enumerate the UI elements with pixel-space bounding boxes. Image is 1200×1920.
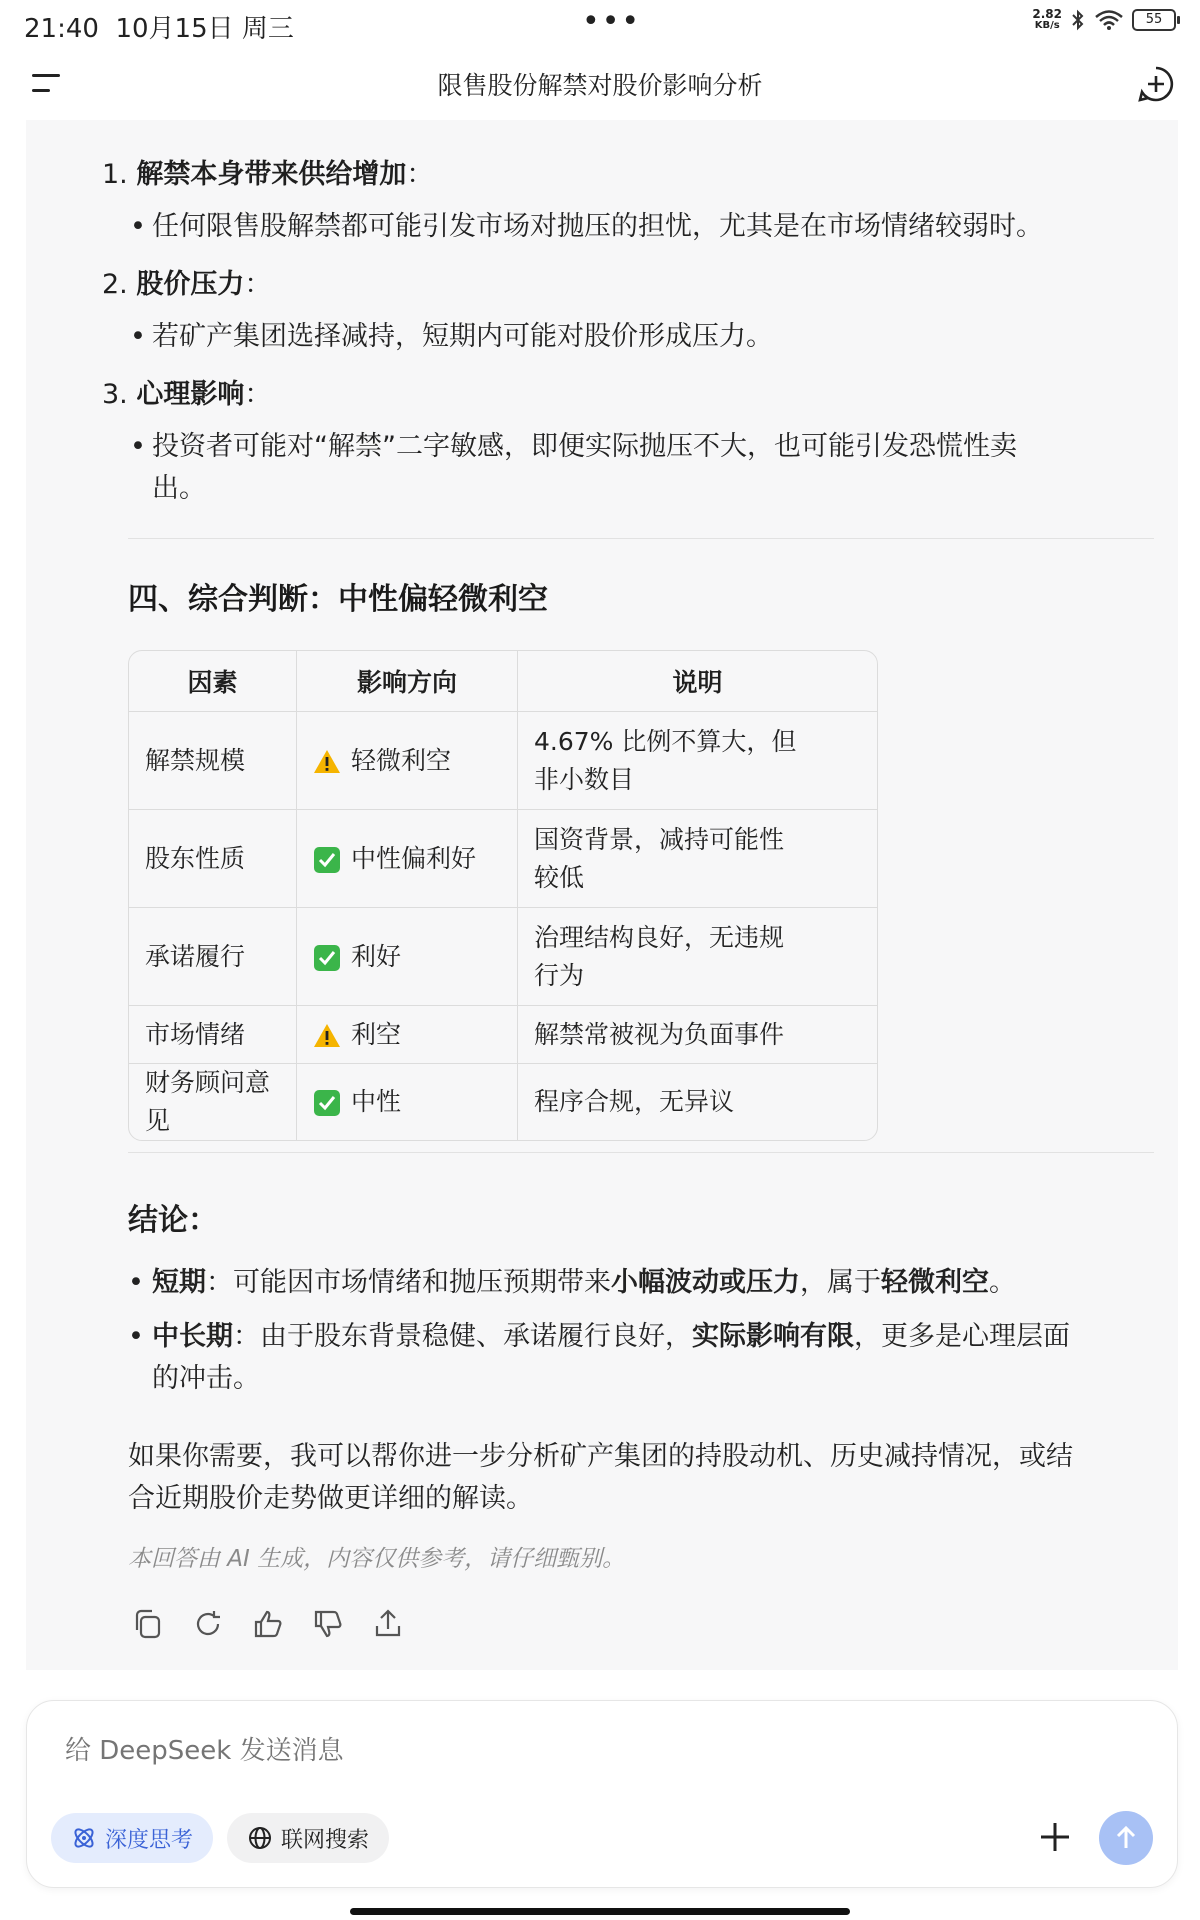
status-bar xyxy=(0,0,1200,44)
message-composer xyxy=(26,1700,1178,1888)
web-search-toggle[interactable]: 联网搜索 xyxy=(227,1813,389,1863)
send-button[interactable] xyxy=(1099,1811,1153,1865)
home-indicator[interactable] xyxy=(350,1908,850,1915)
list-item-1: 1. 解禁本身带来供给增加： xyxy=(102,159,434,190)
judgment-table xyxy=(128,650,878,1141)
followup-text: 如果你需要，我可以帮你进一步分析矿产集团的持股动机、历史减持情况，或结 合近期股价走势做更详细的解读。 xyxy=(128,1441,1073,1514)
conclusion-long-term: • 中长期：由于股东背景稳健、承诺履行良好，实际影响有限，更多是心理层面 的冲击。 xyxy=(128,1321,1070,1394)
table-row: 市场情绪 利空 解禁常被视为负面事件 xyxy=(129,1006,877,1064)
app-header xyxy=(0,44,1200,120)
thumbs-up-icon[interactable] xyxy=(252,1608,284,1640)
check-icon xyxy=(313,944,341,972)
conclusion-short-term: • 短期：可能因市场情绪和抛压预期带来小幅波动或压力，属于轻微利空。 xyxy=(128,1267,1016,1298)
thumbs-down-icon[interactable] xyxy=(312,1608,344,1640)
battery-icon: 55 xyxy=(1132,9,1176,31)
table-header-row xyxy=(129,651,877,712)
wifi-icon xyxy=(1094,9,1124,31)
status-icons xyxy=(1032,8,1176,32)
table-header: 说明 xyxy=(518,651,878,712)
status-time xyxy=(24,8,294,45)
table-header: 影响方向 xyxy=(297,651,518,712)
deep-think-toggle[interactable]: 深度思考 xyxy=(51,1813,213,1863)
atom-icon xyxy=(71,1825,97,1851)
plus-icon[interactable] xyxy=(1033,1815,1077,1859)
message-actions xyxy=(132,1608,404,1640)
list-item-2: 2. 股价压力： xyxy=(102,269,272,300)
section-title: 四、综合判断：中性偏轻微利空 xyxy=(128,582,548,617)
more-dots-icon[interactable]: ••• xyxy=(582,4,642,39)
list-item-3: 3. 心理影响： xyxy=(102,379,272,410)
list-bullet-2: • 若矿产集团选择减持，短期内可能对股价形成压力。 xyxy=(130,321,773,352)
clock: 21:40 xyxy=(24,14,99,44)
globe-icon xyxy=(247,1825,273,1851)
list-bullet-3: • 投资者可能对“解禁”二字敏感，即便实际抛压不大，也可能引发恐慌性卖 出。 xyxy=(130,431,1017,504)
table-row: 解禁规模 轻微利空 4.67% 比例不算大，但 非小数目 xyxy=(129,712,877,810)
page-title: 限售股份解禁对股价影响分析 xyxy=(437,71,763,100)
warning-icon xyxy=(313,1022,341,1050)
warning-icon xyxy=(313,748,341,776)
conclusion-title: 结论： xyxy=(128,1203,218,1238)
message-input[interactable] xyxy=(63,1735,967,1767)
arrow-up-icon xyxy=(1112,1824,1140,1852)
ai-disclaimer: 本回答由 AI 生成，内容仅供参考，请仔细甄别。 xyxy=(128,1546,626,1572)
table-row: 股东性质 中性偏利好 国资背景，减持可能性 较低 xyxy=(129,810,877,908)
copy-icon[interactable] xyxy=(132,1608,164,1640)
divider xyxy=(128,538,1154,539)
share-icon[interactable] xyxy=(372,1608,404,1640)
net-speed: 2.82 KB/s xyxy=(1032,7,1062,31)
new-chat-icon[interactable] xyxy=(1136,64,1176,104)
check-icon xyxy=(313,846,341,874)
table-row: 承诺履行 利好 治理结构良好，无违规 行为 xyxy=(129,908,877,1006)
regenerate-icon[interactable] xyxy=(192,1608,224,1640)
divider xyxy=(128,1152,1154,1153)
table-row: 财务顾问意见 中性 程序合规，无异议 xyxy=(129,1064,877,1141)
table-header: 因素 xyxy=(129,651,297,712)
list-bullet-1: • 任何限售股解禁都可能引发市场对抛压的担忧，尤其是在市场情绪较弱时。 xyxy=(130,211,1043,242)
bluetooth-icon xyxy=(1070,8,1086,32)
date: 10月15日 周三 xyxy=(115,14,294,44)
check-icon xyxy=(313,1089,341,1117)
